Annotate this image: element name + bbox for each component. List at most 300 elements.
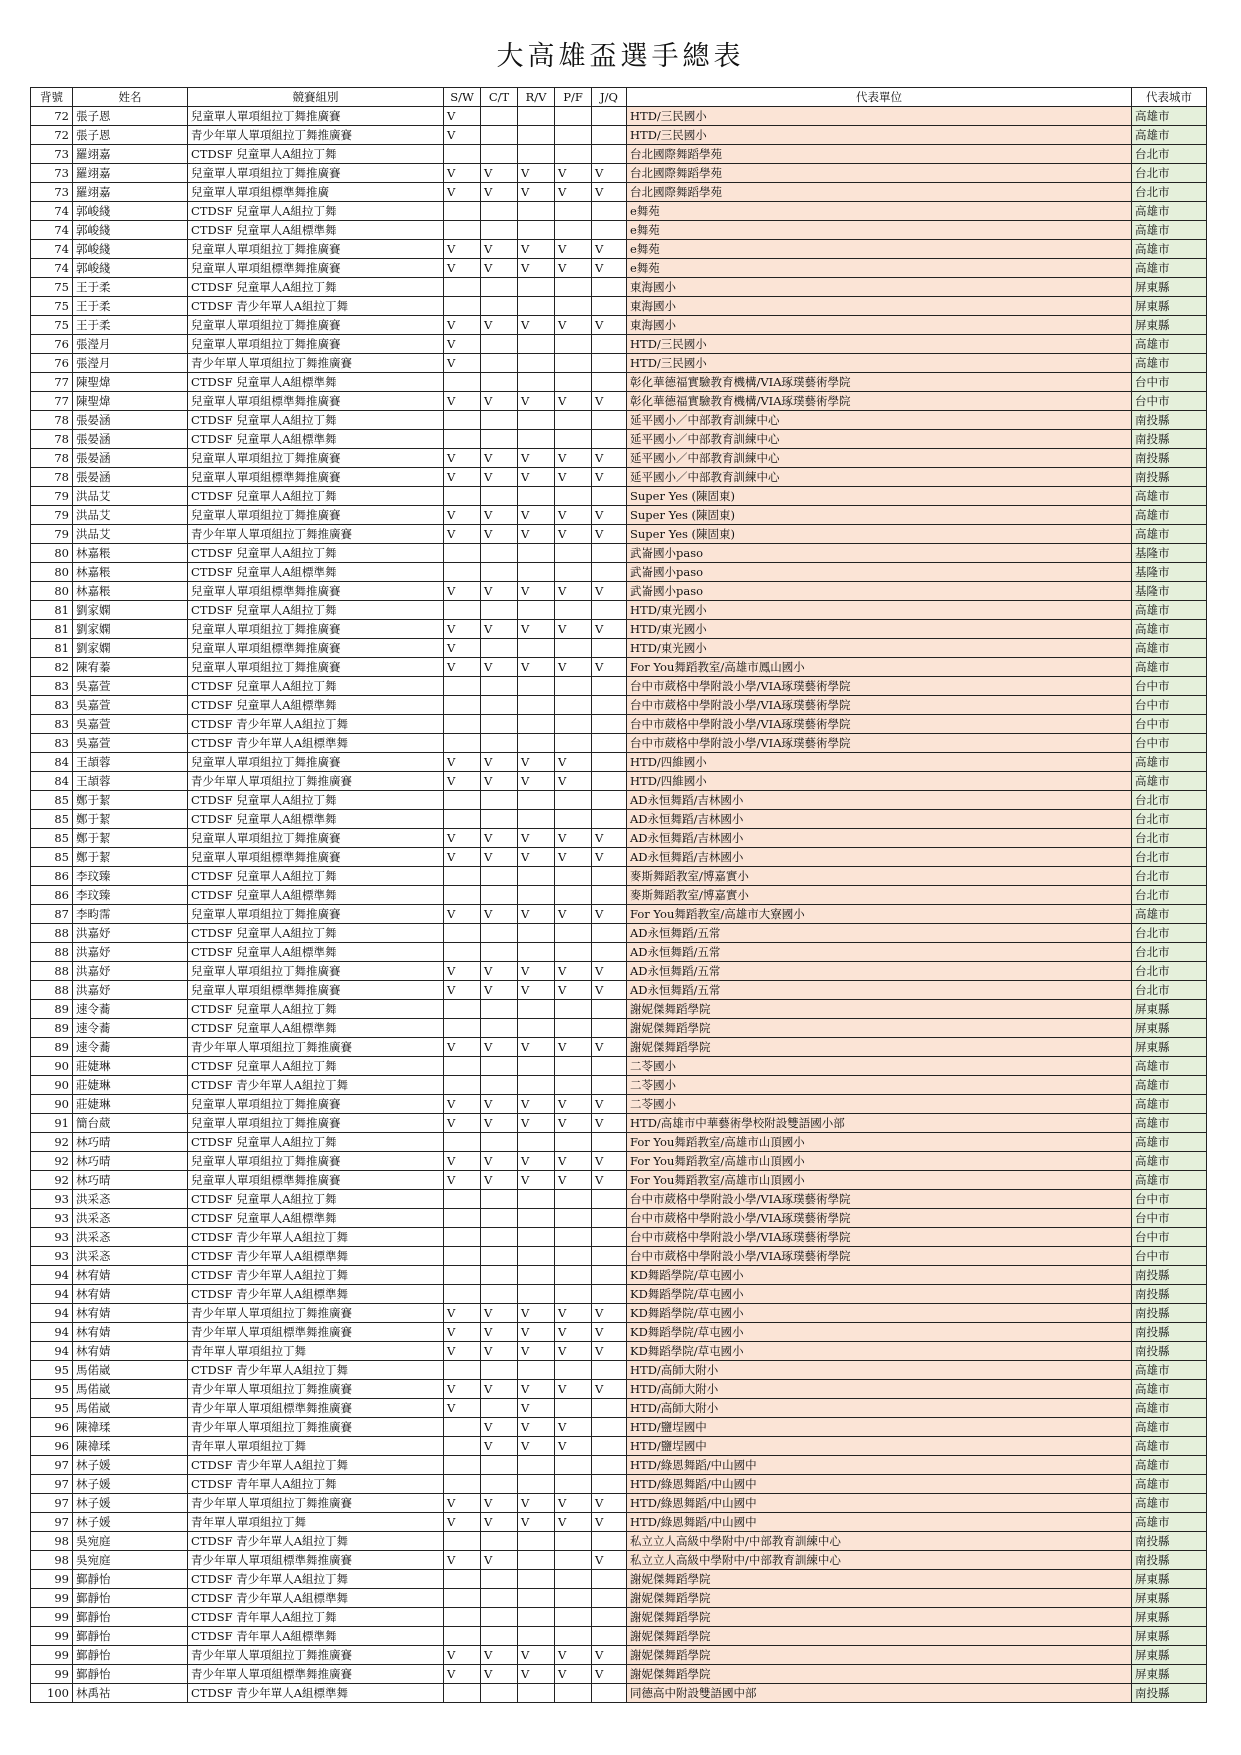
- division-cell: CTDSF 兒童單人A組拉丁舞: [188, 1057, 444, 1076]
- pf-cell: [555, 1399, 592, 1418]
- name-cell: 張晏涵: [73, 449, 188, 468]
- jq-cell: V: [592, 392, 627, 411]
- unit-cell: 謝妮傑舞蹈學院: [627, 1589, 1132, 1608]
- division-cell: CTDSF 兒童單人A組拉丁舞: [188, 487, 444, 506]
- rv-cell: [518, 335, 555, 354]
- table-row: [31, 1627, 1207, 1646]
- bib-cell: 86: [31, 886, 73, 905]
- name-cell: 馬偌崴: [73, 1380, 188, 1399]
- header-sw: S/W: [444, 88, 481, 107]
- unit-cell: 謝妮傑舞蹈學院: [627, 1646, 1132, 1665]
- jq-cell: V: [592, 1095, 627, 1114]
- division-cell: CTDSF 青年單人A組拉丁舞: [188, 1608, 444, 1627]
- name-cell: 張晏涵: [73, 411, 188, 430]
- pf-cell: V: [555, 1304, 592, 1323]
- bib-cell: 96: [31, 1437, 73, 1456]
- unit-cell: 延平國小／中部教育訓練中心: [627, 411, 1132, 430]
- jq-cell: [592, 791, 627, 810]
- city-cell: 高雄市: [1132, 753, 1207, 772]
- bib-cell: 78: [31, 449, 73, 468]
- division-cell: 青年單人單項組拉丁舞: [188, 1513, 444, 1532]
- ct-cell: [481, 943, 518, 962]
- sw-cell: [444, 1608, 481, 1627]
- table-row: [31, 829, 1207, 848]
- city-cell: 南投縣: [1132, 1684, 1207, 1703]
- unit-cell: HTD/綠恩舞蹈/中山國中: [627, 1456, 1132, 1475]
- name-cell: 洪采忞: [73, 1190, 188, 1209]
- table-row: [31, 1589, 1207, 1608]
- rv-cell: [518, 1209, 555, 1228]
- sw-cell: [444, 373, 481, 392]
- division-cell: CTDSF 青少年單人A組拉丁舞: [188, 297, 444, 316]
- jq-cell: [592, 1589, 627, 1608]
- rv-cell: [518, 1589, 555, 1608]
- pf-cell: V: [555, 1494, 592, 1513]
- table-row: [31, 107, 1207, 126]
- division-cell: 兒童單人單項組拉丁舞推廣賽: [188, 620, 444, 639]
- unit-cell: HTD/三民國小: [627, 107, 1132, 126]
- unit-cell: AD永恒舞蹈/五常: [627, 924, 1132, 943]
- city-cell: 台北市: [1132, 962, 1207, 981]
- division-cell: 兒童單人單項組拉丁舞推廣賽: [188, 449, 444, 468]
- jq-cell: V: [592, 449, 627, 468]
- jq-cell: [592, 1228, 627, 1247]
- table-row: [31, 544, 1207, 563]
- table-row: [31, 411, 1207, 430]
- city-cell: 屏東縣: [1132, 1646, 1207, 1665]
- name-cell: 林嘉粻: [73, 582, 188, 601]
- unit-cell: For You舞蹈教室/高雄市大寮國小: [627, 905, 1132, 924]
- header-row: [31, 88, 1207, 107]
- division-cell: CTDSF 兒童單人A組拉丁舞: [188, 677, 444, 696]
- ct-cell: [481, 145, 518, 164]
- name-cell: 陳宥蓁: [73, 658, 188, 677]
- city-cell: 南投縣: [1132, 1285, 1207, 1304]
- unit-cell: AD永恒舞蹈/吉林國小: [627, 810, 1132, 829]
- pf-cell: [555, 1000, 592, 1019]
- table-row: [31, 1342, 1207, 1361]
- header-jq: J/Q: [592, 88, 627, 107]
- sw-cell: [444, 563, 481, 582]
- division-cell: 兒童單人單項組標準舞推廣賽: [188, 1171, 444, 1190]
- city-cell: 南投縣: [1132, 1323, 1207, 1342]
- sw-cell: [444, 145, 481, 164]
- rv-cell: [518, 1608, 555, 1627]
- unit-cell: For You舞蹈教室/高雄市山頂國小: [627, 1171, 1132, 1190]
- name-cell: 簡台葳: [73, 1114, 188, 1133]
- jq-cell: [592, 1057, 627, 1076]
- table-row: [31, 1665, 1207, 1684]
- unit-cell: 同德高中附設雙語國中部: [627, 1684, 1132, 1703]
- rv-cell: V: [518, 506, 555, 525]
- ct-cell: V: [481, 1665, 518, 1684]
- rv-cell: [518, 145, 555, 164]
- jq-cell: V: [592, 1114, 627, 1133]
- jq-cell: [592, 943, 627, 962]
- pf-cell: [555, 202, 592, 221]
- rv-cell: V: [518, 1380, 555, 1399]
- sw-cell: [444, 487, 481, 506]
- jq-cell: [592, 297, 627, 316]
- pf-cell: [555, 1285, 592, 1304]
- ct-cell: [481, 335, 518, 354]
- pf-cell: V: [555, 1342, 592, 1361]
- bib-cell: 99: [31, 1570, 73, 1589]
- sw-cell: [444, 1437, 481, 1456]
- name-cell: 鄞靜怡: [73, 1665, 188, 1684]
- unit-cell: Super Yes (陳固東): [627, 487, 1132, 506]
- ct-cell: V: [481, 1494, 518, 1513]
- unit-cell: 延平國小／中部教育訓練中心: [627, 430, 1132, 449]
- unit-cell: HTD/高雄市中華藝術學校附設雙語國小部: [627, 1114, 1132, 1133]
- ct-cell: V: [481, 449, 518, 468]
- table-row: [31, 449, 1207, 468]
- rv-cell: V: [518, 1095, 555, 1114]
- bib-cell: 79: [31, 506, 73, 525]
- jq-cell: V: [592, 848, 627, 867]
- city-cell: 南投縣: [1132, 1342, 1207, 1361]
- name-cell: 莊婕琳: [73, 1076, 188, 1095]
- city-cell: 屏東縣: [1132, 1000, 1207, 1019]
- unit-cell: e舞苑: [627, 202, 1132, 221]
- name-cell: 林嘉粻: [73, 544, 188, 563]
- pf-cell: [555, 943, 592, 962]
- unit-cell: HTD/四維國小: [627, 753, 1132, 772]
- pf-cell: [555, 1361, 592, 1380]
- division-cell: CTDSF 兒童單人A組拉丁舞: [188, 1000, 444, 1019]
- pf-cell: V: [555, 183, 592, 202]
- ct-cell: [481, 1076, 518, 1095]
- pf-cell: V: [555, 1646, 592, 1665]
- division-cell: CTDSF 兒童單人A組標準舞: [188, 563, 444, 582]
- city-cell: 台中市: [1132, 1190, 1207, 1209]
- city-cell: 台北市: [1132, 981, 1207, 1000]
- rv-cell: [518, 1133, 555, 1152]
- city-cell: 台北市: [1132, 886, 1207, 905]
- unit-cell: 台中市葳格中學附設小學/VIA琢璞藝術學院: [627, 734, 1132, 753]
- unit-cell: HTD/綠恩舞蹈/中山國中: [627, 1494, 1132, 1513]
- division-cell: 青少年單人單項組拉丁舞推廣賽: [188, 1038, 444, 1057]
- sw-cell: [444, 221, 481, 240]
- city-cell: 高雄市: [1132, 126, 1207, 145]
- table-row: [31, 848, 1207, 867]
- pf-cell: [555, 297, 592, 316]
- pf-cell: [555, 278, 592, 297]
- unit-cell: 台中市葳格中學附設小學/VIA琢璞藝術學院: [627, 1247, 1132, 1266]
- city-cell: 高雄市: [1132, 487, 1207, 506]
- pf-cell: [555, 1133, 592, 1152]
- unit-cell: 二苓國小: [627, 1076, 1132, 1095]
- city-cell: 高雄市: [1132, 1114, 1207, 1133]
- pf-cell: V: [555, 658, 592, 677]
- city-cell: 台北市: [1132, 848, 1207, 867]
- bib-cell: 100: [31, 1684, 73, 1703]
- unit-cell: HTD/綠恩舞蹈/中山國中: [627, 1513, 1132, 1532]
- jq-cell: [592, 772, 627, 791]
- rv-cell: [518, 601, 555, 620]
- table-row: [31, 202, 1207, 221]
- unit-cell: HTD/綠恩舞蹈/中山國中: [627, 1475, 1132, 1494]
- ct-cell: V: [481, 1152, 518, 1171]
- division-cell: 青少年單人單項組標準舞推廣賽: [188, 1399, 444, 1418]
- jq-cell: [592, 563, 627, 582]
- table-row: [31, 164, 1207, 183]
- table-row: [31, 430, 1207, 449]
- city-cell: 高雄市: [1132, 905, 1207, 924]
- rv-cell: [518, 1247, 555, 1266]
- bib-cell: 83: [31, 734, 73, 753]
- city-cell: 高雄市: [1132, 1399, 1207, 1418]
- pf-cell: [555, 810, 592, 829]
- bib-cell: 95: [31, 1380, 73, 1399]
- city-cell: 高雄市: [1132, 107, 1207, 126]
- bib-cell: 83: [31, 715, 73, 734]
- ct-cell: V: [481, 620, 518, 639]
- unit-cell: HTD/東光國小: [627, 601, 1132, 620]
- ct-cell: [481, 734, 518, 753]
- pf-cell: V: [555, 1437, 592, 1456]
- bib-cell: 94: [31, 1342, 73, 1361]
- rv-cell: [518, 544, 555, 563]
- bib-cell: 94: [31, 1304, 73, 1323]
- bib-cell: 94: [31, 1285, 73, 1304]
- division-cell: CTDSF 兒童單人A組標準舞: [188, 943, 444, 962]
- name-cell: 劉家嫻: [73, 620, 188, 639]
- city-cell: 屏東縣: [1132, 278, 1207, 297]
- ct-cell: [481, 677, 518, 696]
- ct-cell: [481, 791, 518, 810]
- bib-cell: 95: [31, 1399, 73, 1418]
- name-cell: 林宥婧: [73, 1323, 188, 1342]
- page-title: 大高雄盃選手總表: [496, 41, 745, 72]
- jq-cell: [592, 1570, 627, 1589]
- rv-cell: V: [518, 1399, 555, 1418]
- pf-cell: V: [555, 848, 592, 867]
- table-row: [31, 753, 1207, 772]
- ct-cell: [481, 810, 518, 829]
- pf-cell: V: [555, 449, 592, 468]
- division-cell: CTDSF 青少年單人A組拉丁舞: [188, 1361, 444, 1380]
- ct-cell: V: [481, 1380, 518, 1399]
- ct-cell: [481, 1456, 518, 1475]
- division-cell: CTDSF 兒童單人A組拉丁舞: [188, 791, 444, 810]
- sw-cell: V: [444, 753, 481, 772]
- sw-cell: [444, 1589, 481, 1608]
- header-bib: 背號: [31, 88, 73, 107]
- ct-cell: [481, 1019, 518, 1038]
- sw-cell: [444, 924, 481, 943]
- division-cell: CTDSF 兒童單人A組標準舞: [188, 430, 444, 449]
- sw-cell: [444, 544, 481, 563]
- pf-cell: V: [555, 753, 592, 772]
- unit-cell: 武崙國小paso: [627, 582, 1132, 601]
- pf-cell: V: [555, 259, 592, 278]
- unit-cell: HTD/三民國小: [627, 335, 1132, 354]
- pf-cell: [555, 601, 592, 620]
- city-cell: 南投縣: [1132, 1266, 1207, 1285]
- table-row: [31, 1494, 1207, 1513]
- unit-cell: 二苓國小: [627, 1057, 1132, 1076]
- division-cell: 青少年單人單項組拉丁舞推廣賽: [188, 1418, 444, 1437]
- bib-cell: 94: [31, 1266, 73, 1285]
- jq-cell: V: [592, 183, 627, 202]
- rv-cell: V: [518, 240, 555, 259]
- division-cell: 兒童單人單項組標準舞推廣賽: [188, 259, 444, 278]
- sw-cell: V: [444, 354, 481, 373]
- rv-cell: [518, 734, 555, 753]
- sw-cell: V: [444, 848, 481, 867]
- jq-cell: V: [592, 1323, 627, 1342]
- name-cell: 林禹祜: [73, 1684, 188, 1703]
- city-cell: 屏東縣: [1132, 1038, 1207, 1057]
- division-cell: CTDSF 兒童單人A組拉丁舞: [188, 145, 444, 164]
- division-cell: 兒童單人單項組標準舞推廣賽: [188, 848, 444, 867]
- unit-cell: e舞苑: [627, 259, 1132, 278]
- division-cell: CTDSF 兒童單人A組拉丁舞: [188, 1190, 444, 1209]
- jq-cell: V: [592, 1513, 627, 1532]
- table-row: [31, 1285, 1207, 1304]
- ct-cell: [481, 202, 518, 221]
- sw-cell: V: [444, 259, 481, 278]
- table-row: [31, 582, 1207, 601]
- rv-cell: [518, 1057, 555, 1076]
- bib-cell: 99: [31, 1608, 73, 1627]
- pf-cell: V: [555, 392, 592, 411]
- bib-cell: 91: [31, 1114, 73, 1133]
- unit-cell: HTD/鹽埕國中: [627, 1437, 1132, 1456]
- sw-cell: V: [444, 183, 481, 202]
- division-cell: 青少年單人單項組拉丁舞推廣賽: [188, 126, 444, 145]
- unit-cell: KD舞蹈學院/草屯國小: [627, 1285, 1132, 1304]
- city-cell: 南投縣: [1132, 1551, 1207, 1570]
- header-name: 姓名: [73, 88, 188, 107]
- table-row: [31, 1019, 1207, 1038]
- city-cell: 南投縣: [1132, 468, 1207, 487]
- unit-cell: AD永恒舞蹈/吉林國小: [627, 848, 1132, 867]
- unit-cell: Super Yes (陳固東): [627, 525, 1132, 544]
- jq-cell: V: [592, 316, 627, 335]
- bib-cell: 85: [31, 810, 73, 829]
- ct-cell: [481, 373, 518, 392]
- city-cell: 基隆市: [1132, 544, 1207, 563]
- rv-cell: [518, 126, 555, 145]
- pf-cell: V: [555, 1171, 592, 1190]
- division-cell: 兒童單人單項組拉丁舞推廣賽: [188, 164, 444, 183]
- pf-cell: [555, 1608, 592, 1627]
- sw-cell: [444, 886, 481, 905]
- division-cell: CTDSF 青少年單人A組拉丁舞: [188, 1266, 444, 1285]
- pf-cell: [555, 1247, 592, 1266]
- bib-cell: 85: [31, 829, 73, 848]
- roster-table: [30, 87, 1207, 1703]
- city-cell: 南投縣: [1132, 1532, 1207, 1551]
- ct-cell: V: [481, 981, 518, 1000]
- name-cell: 鄭于絜: [73, 810, 188, 829]
- division-cell: CTDSF 兒童單人A組拉丁舞: [188, 924, 444, 943]
- table-row: [31, 1000, 1207, 1019]
- city-cell: 台北市: [1132, 164, 1207, 183]
- name-cell: 速令蕎: [73, 1038, 188, 1057]
- pf-cell: [555, 1532, 592, 1551]
- sw-cell: [444, 1570, 481, 1589]
- rv-cell: [518, 373, 555, 392]
- name-cell: 林巧晴: [73, 1171, 188, 1190]
- division-cell: CTDSF 青少年單人A組拉丁舞: [188, 1228, 444, 1247]
- city-cell: 高雄市: [1132, 1152, 1207, 1171]
- rv-cell: [518, 1532, 555, 1551]
- table-row: [31, 1380, 1207, 1399]
- name-cell: 林巧晴: [73, 1152, 188, 1171]
- ct-cell: V: [481, 316, 518, 335]
- name-cell: 張晏涵: [73, 430, 188, 449]
- jq-cell: [592, 1266, 627, 1285]
- city-cell: 台北市: [1132, 943, 1207, 962]
- bib-cell: 80: [31, 563, 73, 582]
- bib-cell: 84: [31, 772, 73, 791]
- bib-cell: 83: [31, 677, 73, 696]
- table-row: [31, 1076, 1207, 1095]
- jq-cell: V: [592, 1342, 627, 1361]
- city-cell: 屏東縣: [1132, 297, 1207, 316]
- ct-cell: [481, 126, 518, 145]
- rv-cell: V: [518, 1323, 555, 1342]
- sw-cell: [444, 202, 481, 221]
- table-row: [31, 810, 1207, 829]
- rv-cell: V: [518, 582, 555, 601]
- unit-cell: 謝妮傑舞蹈學院: [627, 1000, 1132, 1019]
- unit-cell: 二苓國小: [627, 1095, 1132, 1114]
- name-cell: 鄞靜怡: [73, 1646, 188, 1665]
- rv-cell: V: [518, 1038, 555, 1057]
- division-cell: 兒童單人單項組拉丁舞推廣賽: [188, 335, 444, 354]
- rv-cell: V: [518, 1342, 555, 1361]
- division-cell: 青少年單人單項組拉丁舞推廣賽: [188, 1646, 444, 1665]
- name-cell: 林巧晴: [73, 1133, 188, 1152]
- name-cell: 林宥婧: [73, 1304, 188, 1323]
- division-cell: 兒童單人單項組標準舞推廣: [188, 183, 444, 202]
- name-cell: 王于柔: [73, 278, 188, 297]
- pf-cell: V: [555, 240, 592, 259]
- ct-cell: V: [481, 829, 518, 848]
- sw-cell: V: [444, 392, 481, 411]
- name-cell: 鄞靜怡: [73, 1608, 188, 1627]
- bib-cell: 86: [31, 867, 73, 886]
- bib-cell: 87: [31, 905, 73, 924]
- sw-cell: V: [444, 468, 481, 487]
- unit-cell: 東海國小: [627, 316, 1132, 335]
- bib-cell: 90: [31, 1095, 73, 1114]
- division-cell: CTDSF 兒童單人A組拉丁舞: [188, 1133, 444, 1152]
- rv-cell: V: [518, 1171, 555, 1190]
- ct-cell: V: [481, 506, 518, 525]
- rv-cell: V: [518, 468, 555, 487]
- division-cell: 兒童單人單項組拉丁舞推廣賽: [188, 753, 444, 772]
- name-cell: 陳禕瑈: [73, 1437, 188, 1456]
- name-cell: 吳宛庭: [73, 1551, 188, 1570]
- pf-cell: [555, 1456, 592, 1475]
- jq-cell: V: [592, 506, 627, 525]
- ct-cell: [481, 1361, 518, 1380]
- jq-cell: [592, 1190, 627, 1209]
- bib-cell: 77: [31, 373, 73, 392]
- city-cell: 台中市: [1132, 1209, 1207, 1228]
- table-row: [31, 867, 1207, 886]
- ct-cell: [481, 430, 518, 449]
- jq-cell: V: [592, 1171, 627, 1190]
- jq-cell: [592, 1456, 627, 1475]
- table-row: [31, 221, 1207, 240]
- sw-cell: V: [444, 240, 481, 259]
